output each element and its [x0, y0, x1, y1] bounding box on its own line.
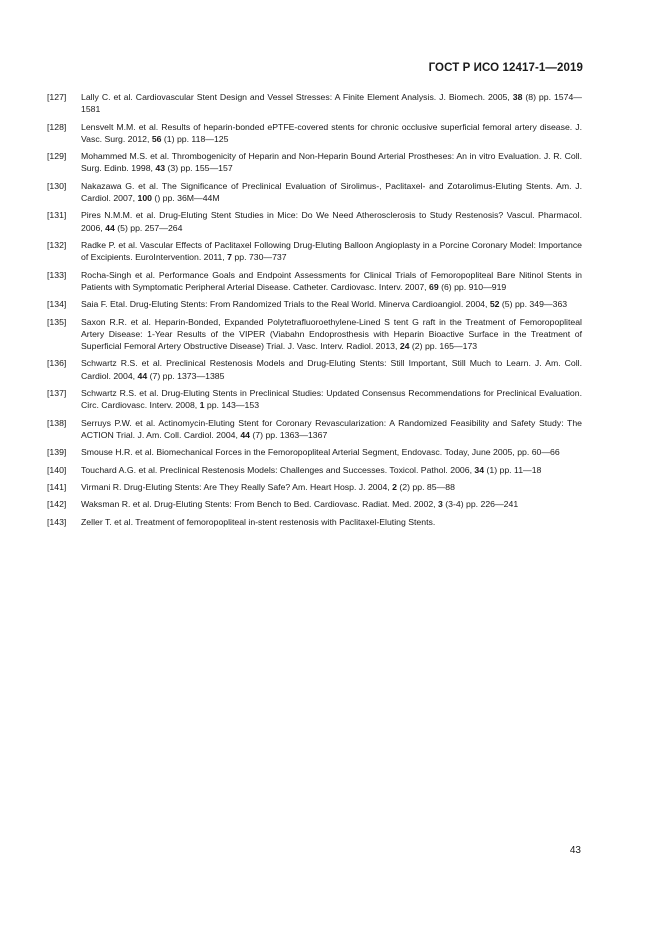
reference-text — [81, 417, 582, 441]
reference-number: [129] — [47, 151, 67, 162]
reference-text-fragment: (1) pp. 118—125 — [161, 133, 229, 144]
reference-number: [139] — [47, 447, 67, 458]
reference-text-fragment: Rocha-Singh et al. Performance Goals and Endpoint Assessments for Clinical Trials of Femoropopliteal Bare Nitinol Stents in Patients with Symptomatic Peripheral Arterial Disease. Catheter. Cardiovasc. Interv. 2007, — [81, 269, 582, 292]
reference-number: [142] — [47, 499, 67, 510]
reference-text — [81, 316, 582, 353]
reference-text-fragment: (1) pp. 11—18 — [484, 464, 542, 475]
reference-item — [47, 498, 582, 510]
reference-text-fragment: (5) pp. 257—264 — [114, 222, 183, 233]
reference-volume: 44 — [240, 429, 250, 440]
reference-text-fragment: Touchard A.G. et al. Preclinical Restenosis Models: Challenges and Successes. Toxicol. Pathol. 2006, — [81, 464, 475, 475]
reference-text-fragment: (8) pp. 1574—1581 — [81, 92, 582, 115]
reference-text-fragment: Mohammed M.S. et al. Thrombogenicity of Heparin and Non-Heparin Bound Arterial Prostheses: An in vitro Evaluation. J. R. Coll. Surg. Edinb. 1998, — [81, 151, 582, 174]
reference-number: [137] — [47, 387, 67, 398]
reference-text-fragment: Schwartz R.S. et al. Drug-Eluting Stents in Preclinical Studies: Updated Consensus Recommendations for Preclinical Evaluation. Circ. Cardiovasc. Interv. 2008, — [81, 387, 582, 411]
reference-text-fragment: Waksman R. et al. Drug-Eluting Stents: From Bench to Bed. Cardiovasc. Radiat. Med. 2002, — [81, 499, 438, 510]
reference-volume: 1 — [199, 400, 205, 411]
reference-text — [81, 357, 582, 381]
reference-text — [81, 269, 582, 293]
reference-volume: 7 — [227, 252, 233, 263]
reference-text-fragment: Saia F. Etal. Drug-Eluting Stents: From Randomized Trials to the Real World. Minerva Cardioangiol. 2004, — [81, 299, 490, 310]
reference-number: [140] — [47, 464, 67, 475]
reference-item — [47, 516, 582, 528]
reference-item — [47, 316, 582, 353]
reference-item — [47, 269, 582, 293]
reference-text — [81, 180, 582, 204]
reference-number: [133] — [47, 269, 67, 280]
reference-text — [81, 446, 582, 458]
reference-item — [47, 387, 582, 411]
reference-text-fragment: (7) pp. 1373—1385 — [147, 370, 225, 381]
reference-volume: 52 — [489, 299, 500, 310]
reference-text-fragment: Smouse H.R. et al. Biomechanical Forces in the Femoropopliteal Arterial Segment, Endovasc. Today, June 2005, pp. 60—66 — [81, 447, 560, 458]
reference-text-fragment: Serruys P.W. et al. Actinomycin-Eluting Stent for Coronary Revascularization: A Randomized Feasibility and Safety Study: The ACTION Trial. J. Am. Coll. Cardiol. 2004, — [81, 417, 582, 440]
reference-number: [141] — [47, 481, 67, 492]
reference-text — [81, 464, 582, 476]
reference-item — [47, 239, 582, 263]
reference-item — [47, 357, 582, 381]
reference-number: [127] — [47, 92, 67, 102]
reference-volume: 24 — [399, 340, 410, 351]
reference-text-fragment: (2) pp. 165—173 — [409, 340, 478, 351]
reference-text-fragment: Saxon R.R. et al. Heparin-Bonded, Expanded Polytetrafluoroethylene-Lined S tent G raft in the Treatment of Femoropopliteal Artery Disease: 1-Year Results of the VIPER (Viabahn Endoprosthesis with Heparin Bioactive Surface in the Treatment of Superficial Femoral Artery Obstructive Disease) Trial. J. Vasc. Interv. Radiol. 2013, — [81, 316, 582, 351]
reference-volume: 100 — [137, 192, 153, 203]
reference-text — [81, 387, 582, 411]
reference-text — [81, 298, 582, 310]
reference-number: [130] — [47, 180, 67, 191]
reference-text — [81, 239, 582, 263]
reference-text-fragment: Schwartz R.S. et al. Preclinical Restenosis Models and Drug-Eluting Stents: Still Important, Still Much to Learn. J. Am. Coll. Cardiol. 2004, — [81, 358, 582, 381]
reference-number: [138] — [47, 417, 67, 428]
reference-text-fragment: (6) pp. 910—919 — [438, 281, 507, 292]
reference-number: [136] — [47, 358, 67, 369]
reference-text-fragment: (2) pp. 85—88 — [396, 481, 455, 492]
reference-text-fragment: (3-4) pp. 226—241 — [442, 499, 519, 510]
reference-number: [134] — [47, 299, 67, 310]
reference-text-fragment: Radke P. et al. Vascular Effects of Paclitaxel Following Drug-Eluting Balloon Angioplasty in a Porcine Coronary Model: Importance of Excipients. EuroIntervention. 2011, — [81, 239, 582, 263]
reference-item — [47, 121, 582, 145]
reference-item — [47, 298, 582, 310]
reference-volume: 38 — [512, 92, 523, 102]
reference-text-fragment: pp. 730—737 — [232, 252, 287, 263]
reference-volume: 44 — [137, 370, 148, 381]
reference-volume: 3 — [438, 499, 443, 510]
page-number: 43 — [569, 845, 581, 856]
reference-text-fragment: pp. 143—153 — [204, 400, 260, 411]
reference-text-fragment: Nakazawa G. et al. The Significance of Preclinical Evaluation of Sirolimus-, Paclitaxel- and Zotarolimus-Eluting Stents. Am. J. Cardiol. 2007, — [81, 180, 582, 203]
reference-number: [135] — [47, 316, 67, 327]
reference-number: [128] — [47, 121, 67, 132]
reference-number: [143] — [47, 516, 67, 527]
reference-text — [81, 121, 582, 145]
reference-volume: 56 — [151, 133, 162, 144]
reference-number: [132] — [47, 239, 67, 250]
reference-item — [47, 417, 582, 441]
reference-text-fragment: (5) pp. 349—363 — [499, 299, 568, 310]
reference-text — [81, 516, 582, 528]
reference-item — [47, 91, 582, 115]
reference-text-fragment: Zeller T. et al. Treatment of femoropopliteal in-stent restenosis with Paclitaxel-Eluting Stents. — [81, 516, 436, 527]
reference-item — [47, 180, 582, 204]
reference-volume: 34 — [474, 464, 485, 475]
reference-text — [81, 91, 582, 115]
document-header-standard-code: ГОСТ Р ИСО 12417-1—2019 — [428, 62, 583, 74]
reference-item — [47, 150, 582, 174]
reference-item — [47, 464, 582, 476]
reference-text-fragment: Virmani R. Drug-Eluting Stents: Are They Really Safe? Am. Heart Hosp. J. 2004, — [81, 481, 393, 492]
reference-text — [81, 498, 582, 510]
reference-item — [47, 481, 582, 493]
reference-volume: 2 — [392, 481, 397, 492]
reference-text-fragment: Lally C. et al. Cardiovascular Stent Design and Vessel Stresses: A Finite Element Analysis. J. Biomech. 2005, — [81, 92, 513, 102]
reference-text-fragment: (3) pp. 155—157 — [165, 163, 233, 174]
reference-volume: 69 — [428, 281, 439, 292]
reference-item — [47, 446, 582, 458]
reference-text — [81, 481, 582, 493]
reference-text — [81, 209, 582, 233]
reference-number: [131] — [47, 210, 67, 221]
reference-text — [81, 150, 582, 174]
reference-item — [47, 209, 582, 233]
reference-volume: 44 — [105, 222, 115, 233]
reference-list — [47, 91, 582, 533]
reference-text-fragment: (7) pp. 1363—1367 — [250, 429, 328, 440]
reference-volume: 43 — [155, 163, 166, 174]
reference-text-fragment: Lensvelt M.M. et al. Results of heparin-bonded ePTFE-covered stents for chronic occlusive superficial femoral artery disease. J. Vasc. Surg. 2012, — [81, 121, 582, 144]
reference-text-fragment: () pp. 36M—44M — [152, 192, 220, 203]
reference-text-fragment: Pires N.M.M. et al. Drug-Eluting Stent Studies in Mice: Do We Need Atherosclerosis to Study Restenosis? Vascul. Pharmacol. 2006, — [81, 210, 582, 233]
